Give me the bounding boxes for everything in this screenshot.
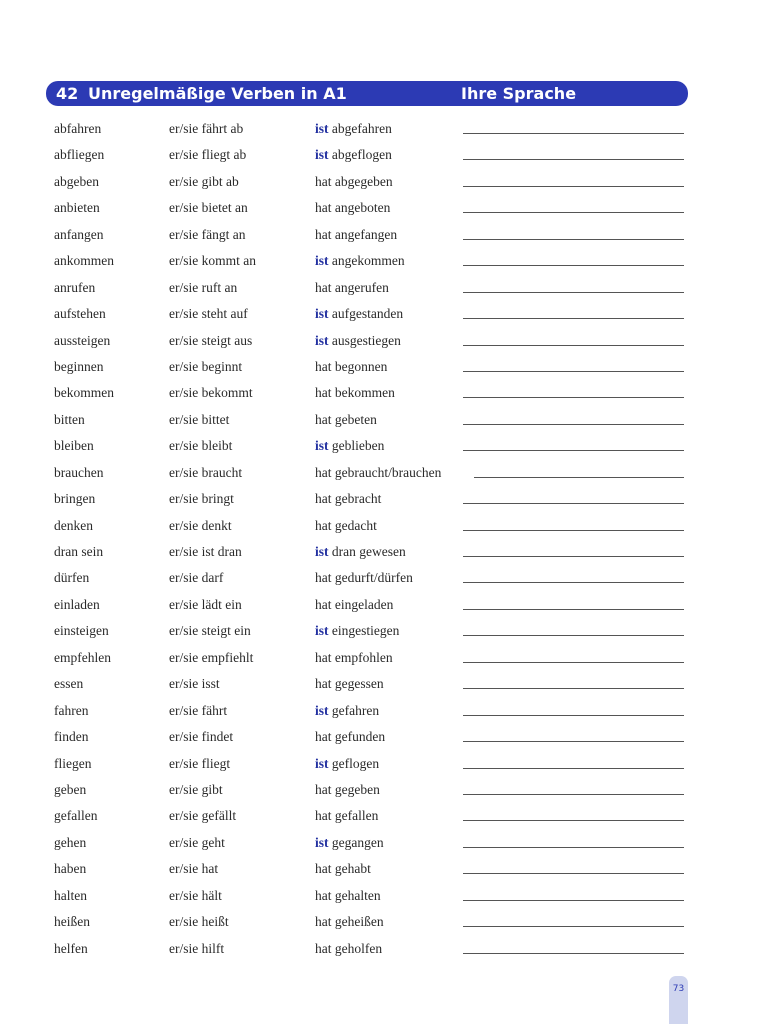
past-participle: abgefahren	[331, 121, 392, 136]
past-participle: abgeflogen	[331, 147, 392, 163]
verb-row	[0, 249, 768, 275]
translation-blank-line[interactable]	[463, 345, 684, 346]
past-participle: eingeladen	[334, 596, 394, 612]
verb-row	[0, 725, 768, 751]
translation-blank-line[interactable]	[463, 582, 684, 583]
past-participle: gegeben	[334, 781, 380, 797]
verb-infinitive: anrufen	[54, 279, 96, 295]
verb-infinitive: aussteigen	[54, 332, 111, 348]
auxiliary-verb: ist	[315, 834, 329, 850]
verb-infinitive: aufstehen	[54, 306, 106, 322]
verb-row	[0, 857, 768, 883]
verb-row	[0, 778, 768, 804]
verb-present-form: er/sie bietet an	[169, 200, 248, 216]
verb-perfect-form	[315, 650, 393, 666]
translation-blank-line[interactable]	[463, 609, 684, 610]
translation-blank-line[interactable]	[463, 292, 684, 293]
past-participle: gehalten	[334, 887, 381, 903]
verb-row	[0, 434, 768, 460]
auxiliary-verb: hat	[315, 781, 332, 797]
verb-infinitive: abfliegen	[54, 147, 105, 163]
auxiliary-verb: ist	[315, 253, 329, 269]
verb-perfect-form	[315, 280, 389, 296]
verb-present-form: er/sie ist dran	[169, 544, 242, 559]
verb-present-form: er/sie fährt	[169, 702, 228, 718]
verb-infinitive: bekommen	[54, 385, 114, 401]
auxiliary-verb: ist	[315, 438, 329, 454]
verb-row	[0, 540, 768, 566]
verb-present-form: er/sie gefällt	[169, 808, 237, 824]
auxiliary-verb: ist	[315, 147, 329, 163]
verb-present-form: er/sie kommt an	[169, 253, 256, 269]
translation-blank-line[interactable]	[463, 556, 684, 557]
verb-row	[0, 487, 768, 513]
verb-perfect-form	[315, 227, 397, 243]
auxiliary-verb: hat	[315, 385, 332, 401]
page-number: 73	[672, 984, 685, 994]
verb-row	[0, 302, 768, 328]
verb-infinitive: halten	[54, 887, 87, 903]
translation-blank-line[interactable]	[463, 820, 684, 821]
auxiliary-verb: ist	[315, 306, 329, 322]
verb-present-form: er/sie bittet	[169, 411, 230, 427]
verb-infinitive: bitten	[54, 411, 85, 427]
past-participle: angerufen	[334, 279, 389, 295]
auxiliary-verb: ist	[315, 702, 329, 718]
verb-perfect-form	[315, 333, 401, 349]
verb-present-form: er/sie lädt ein	[169, 596, 242, 612]
translation-blank-line[interactable]	[474, 477, 684, 478]
verb-infinitive: abgeben	[54, 173, 99, 189]
translation-blank-line[interactable]	[463, 265, 684, 266]
verb-present-form: er/sie fliegt ab	[169, 147, 247, 163]
verb-present-form: er/sie beginnt	[169, 358, 243, 374]
past-participle: angefangen	[334, 226, 398, 242]
verb-present-form: er/sie bleibt	[169, 438, 233, 454]
past-participle: gedurft/dürfen	[334, 570, 413, 586]
past-participle: bekommen	[334, 385, 395, 401]
verb-perfect-form	[315, 623, 399, 639]
verb-row	[0, 329, 768, 355]
verb-infinitive: dran sein	[54, 544, 104, 559]
verb-row	[0, 514, 768, 540]
verb-infinitive: denken	[54, 517, 93, 533]
verb-infinitive: essen	[54, 676, 84, 692]
past-participle: ausgestiegen	[331, 332, 401, 348]
past-participle: aufgestanden	[331, 306, 404, 322]
verb-present-form: er/sie empfiehlt	[169, 649, 254, 665]
verb-perfect-form	[315, 941, 382, 957]
auxiliary-verb: hat	[315, 940, 332, 956]
verb-perfect-form	[315, 491, 381, 507]
verb-infinitive: einladen	[54, 596, 100, 612]
past-participle: gefahren	[331, 702, 380, 718]
verb-row	[0, 223, 768, 249]
past-participle: geflogen	[331, 755, 380, 771]
past-participle: gefallen	[334, 808, 379, 824]
verb-infinitive: gefallen	[54, 808, 98, 824]
translation-blank-line[interactable]	[463, 397, 684, 398]
past-participle: gehabt	[334, 861, 371, 877]
verb-present-form: er/sie steigt aus	[169, 332, 253, 348]
translation-blank-line[interactable]	[463, 847, 684, 848]
verb-infinitive: bringen	[54, 491, 96, 507]
auxiliary-verb: ist	[315, 755, 329, 771]
verb-infinitive: dürfen	[54, 570, 90, 586]
verb-row	[0, 831, 768, 857]
verb-row	[0, 408, 768, 434]
past-participle: gebracht	[334, 491, 382, 507]
translation-blank-line[interactable]	[463, 424, 684, 425]
verb-list	[0, 117, 768, 963]
auxiliary-verb: hat	[315, 200, 332, 216]
past-participle: gegessen	[334, 676, 384, 692]
past-participle: angekommen	[331, 253, 405, 269]
auxiliary-verb: hat	[315, 358, 332, 374]
past-participle: geheißen	[334, 914, 384, 930]
verb-row	[0, 117, 768, 143]
translation-blank-line[interactable]	[463, 371, 684, 372]
section-title: Unregelmäßige Verben in A1	[88, 84, 347, 103]
auxiliary-verb: hat	[315, 808, 332, 824]
verb-infinitive: anfangen	[54, 226, 104, 242]
translation-blank-line[interactable]	[463, 741, 684, 742]
auxiliary-verb: hat	[315, 491, 332, 507]
verb-perfect-form	[315, 174, 393, 190]
past-participle: gegangen	[331, 834, 384, 850]
verb-perfect-form	[315, 544, 406, 560]
verb-perfect-form	[315, 412, 377, 428]
translation-blank-line[interactable]	[463, 318, 684, 319]
verb-infinitive: abfahren	[54, 121, 102, 136]
verb-row	[0, 196, 768, 222]
verb-perfect-form	[315, 121, 392, 137]
auxiliary-verb: ist	[315, 332, 329, 348]
past-participle: gebraucht/brauchen	[334, 464, 442, 480]
verb-row	[0, 170, 768, 196]
auxiliary-verb: hat	[315, 676, 332, 692]
auxiliary-verb: ist	[315, 544, 329, 559]
verb-row	[0, 619, 768, 645]
verb-row	[0, 699, 768, 725]
auxiliary-verb: ist	[315, 121, 329, 136]
past-participle: begonnen	[334, 358, 388, 374]
verb-perfect-form	[315, 756, 379, 772]
verb-infinitive: ankommen	[54, 253, 114, 269]
verb-perfect-form	[315, 835, 384, 851]
verb-infinitive: haben	[54, 861, 87, 877]
verb-present-form: er/sie hält	[169, 887, 222, 903]
translation-blank-line[interactable]	[463, 133, 684, 134]
verb-row	[0, 672, 768, 698]
auxiliary-verb: hat	[315, 279, 332, 295]
verb-infinitive: einsteigen	[54, 623, 109, 639]
past-participle: gefunden	[334, 729, 386, 745]
verb-perfect-form	[315, 888, 381, 904]
verb-row	[0, 646, 768, 672]
translation-blank-line[interactable]	[463, 768, 684, 769]
auxiliary-verb: ist	[315, 623, 329, 639]
auxiliary-verb: hat	[315, 411, 332, 427]
verb-present-form: er/sie steht auf	[169, 306, 248, 322]
verb-perfect-form	[315, 438, 384, 454]
page-tab	[669, 976, 688, 1024]
verb-perfect-form	[315, 518, 377, 534]
translation-blank-line[interactable]	[463, 794, 684, 795]
verb-present-form: er/sie gibt ab	[169, 173, 239, 189]
verb-infinitive: anbieten	[54, 200, 100, 216]
auxiliary-verb: hat	[315, 173, 332, 189]
verb-perfect-form	[315, 861, 371, 877]
past-participle: abgegeben	[334, 173, 393, 189]
verb-present-form: er/sie geht	[169, 834, 225, 850]
verb-present-form: er/sie fliegt	[169, 755, 231, 771]
translation-blank-line[interactable]	[463, 926, 684, 927]
verb-row	[0, 937, 768, 963]
translation-blank-line[interactable]	[463, 715, 684, 716]
verb-perfect-form	[315, 465, 441, 481]
verb-present-form: er/sie hat	[169, 861, 219, 877]
auxiliary-verb: hat	[315, 861, 332, 877]
verb-present-form: er/sie fängt an	[169, 226, 246, 242]
verb-infinitive: gehen	[54, 834, 87, 850]
verb-perfect-form	[315, 253, 405, 269]
verb-infinitive: heißen	[54, 914, 90, 930]
past-participle: geblieben	[331, 438, 385, 454]
auxiliary-verb: hat	[315, 226, 332, 242]
verb-present-form: er/sie gibt	[169, 781, 223, 797]
verb-present-form: er/sie darf	[169, 570, 224, 586]
section-header	[46, 81, 688, 106]
auxiliary-verb: hat	[315, 914, 332, 930]
verb-present-form: er/sie bringt	[169, 491, 234, 507]
verb-perfect-form	[315, 703, 379, 719]
verb-infinitive: empfehlen	[54, 649, 111, 665]
verb-infinitive: fliegen	[54, 755, 92, 771]
translation-blank-line[interactable]	[463, 900, 684, 901]
verb-perfect-form	[315, 359, 387, 375]
verb-present-form: er/sie heißt	[169, 914, 229, 930]
verb-perfect-form	[315, 808, 378, 824]
verb-row	[0, 884, 768, 910]
translation-blank-line[interactable]	[463, 873, 684, 874]
verb-row	[0, 566, 768, 592]
auxiliary-verb: hat	[315, 517, 332, 533]
verb-perfect-form	[315, 570, 413, 586]
verb-row	[0, 593, 768, 619]
verb-row	[0, 355, 768, 381]
chapter-number: 42	[56, 84, 79, 103]
verb-perfect-form	[315, 782, 380, 798]
auxiliary-verb: hat	[315, 464, 332, 480]
verb-perfect-form	[315, 306, 403, 322]
verb-perfect-form	[315, 914, 384, 930]
verb-present-form: er/sie denkt	[169, 517, 232, 533]
translation-blank-line[interactable]	[463, 662, 684, 663]
verb-infinitive: beginnen	[54, 358, 104, 374]
past-participle: empfohlen	[334, 649, 393, 665]
verb-row	[0, 276, 768, 302]
verb-present-form: er/sie hilft	[169, 940, 225, 956]
language-column-header: Ihre Sprache	[461, 84, 577, 103]
translation-blank-line[interactable]	[463, 635, 684, 636]
verb-infinitive: bleiben	[54, 438, 94, 454]
verb-present-form: er/sie findet	[169, 729, 234, 745]
verb-row	[0, 381, 768, 407]
translation-blank-line[interactable]	[463, 530, 684, 531]
verb-perfect-form	[315, 200, 390, 216]
auxiliary-verb: hat	[315, 596, 332, 612]
verb-present-form: er/sie steigt ein	[169, 623, 251, 639]
verb-perfect-form	[315, 147, 392, 163]
verb-present-form: er/sie isst	[169, 676, 220, 692]
verb-perfect-form	[315, 729, 385, 745]
verb-infinitive: helfen	[54, 940, 88, 956]
translation-blank-line[interactable]	[463, 212, 684, 213]
auxiliary-verb: hat	[315, 649, 332, 665]
verb-infinitive: brauchen	[54, 464, 104, 480]
past-participle: geholfen	[334, 940, 383, 956]
translation-blank-line[interactable]	[463, 186, 684, 187]
verb-present-form: er/sie fährt ab	[169, 121, 244, 136]
verb-perfect-form	[315, 597, 393, 613]
verb-infinitive: fahren	[54, 702, 89, 718]
past-participle: angeboten	[334, 200, 391, 216]
verb-infinitive: finden	[54, 729, 89, 745]
auxiliary-verb: hat	[315, 570, 332, 586]
verb-infinitive: geben	[54, 781, 87, 797]
verb-row	[0, 461, 768, 487]
verb-present-form: er/sie ruft an	[169, 279, 238, 295]
auxiliary-verb: hat	[315, 887, 332, 903]
translation-blank-line[interactable]	[463, 239, 684, 240]
translation-blank-line[interactable]	[463, 450, 684, 451]
verb-row	[0, 910, 768, 936]
translation-blank-line[interactable]	[463, 159, 684, 160]
verb-perfect-form	[315, 385, 395, 401]
past-participle: eingestiegen	[331, 623, 400, 639]
translation-blank-line[interactable]	[463, 953, 684, 954]
verb-perfect-form	[315, 676, 384, 692]
verb-row	[0, 143, 768, 169]
auxiliary-verb: hat	[315, 729, 332, 745]
translation-blank-line[interactable]	[463, 503, 684, 504]
verb-present-form: er/sie bekommt	[169, 385, 253, 401]
verb-row	[0, 804, 768, 830]
past-participle: gedacht	[334, 517, 377, 533]
verb-present-form: er/sie braucht	[169, 464, 243, 480]
past-participle: dran gewesen	[331, 544, 406, 559]
translation-blank-line[interactable]	[463, 688, 684, 689]
verb-row	[0, 752, 768, 778]
past-participle: gebeten	[334, 411, 377, 427]
